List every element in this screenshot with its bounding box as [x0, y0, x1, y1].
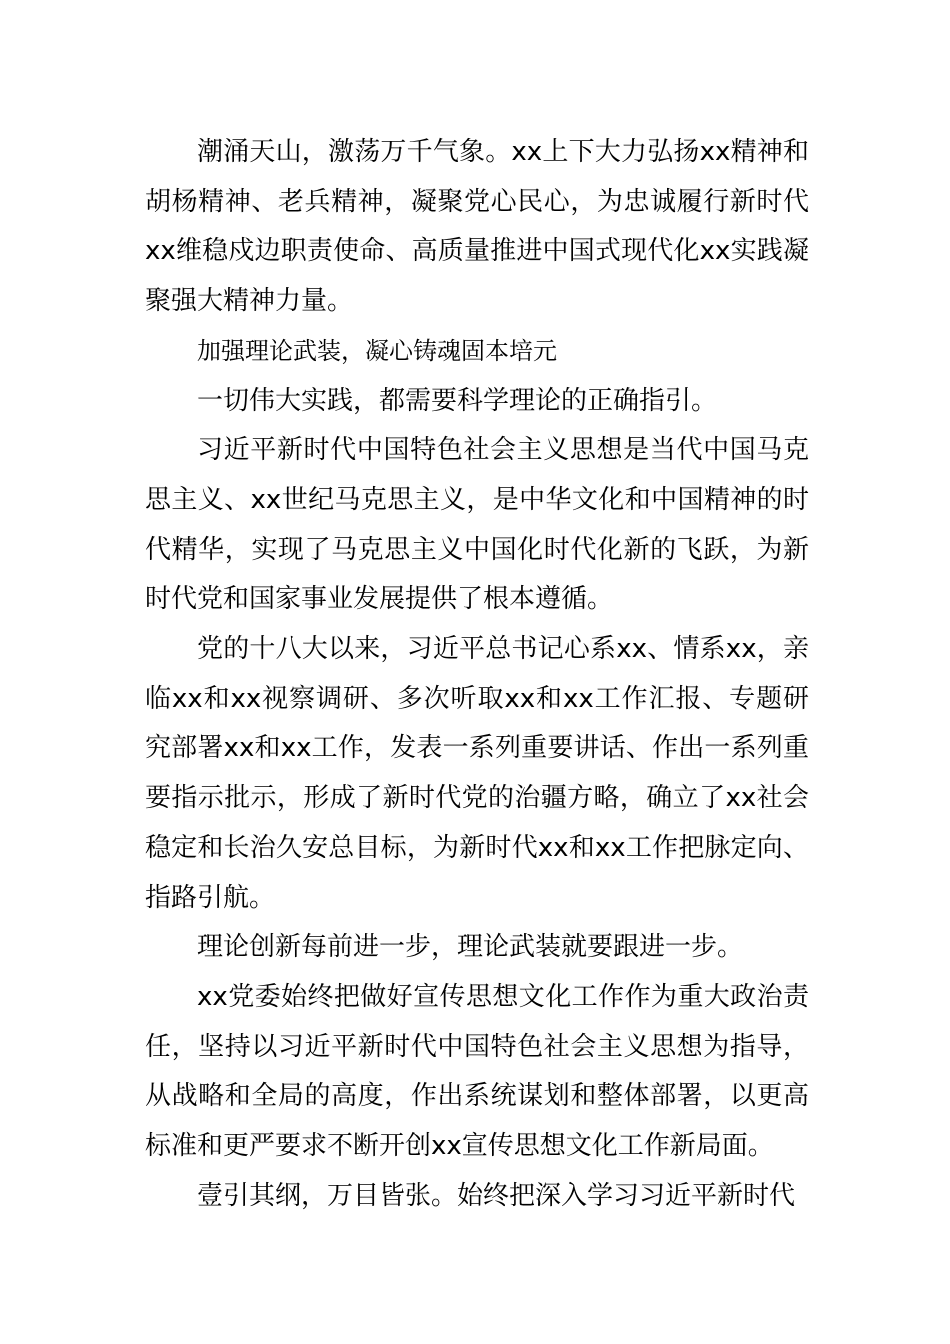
- paragraph-thought: 习近平新时代中国特色社会主义思想是当代中国马克思主义、xx世纪马克思主义，是中华文化和中国精神的时代精华，实现了马克思主义中国化时代化新的飞跃，为新时代党和国家事业发展提供了根本遵循。: [145, 435, 809, 615]
- paragraph-closing: 壹引其纲，万目皆张。始终把深入学习习近平新时代: [197, 1180, 796, 1211]
- section-heading: 加强理论武装，凝心铸魂固本培元: [197, 336, 557, 365]
- paragraph-intro: 潮涌天山，激荡万千气象。xx上下大力弘扬xx精神和胡杨精神、老兵精神，凝聚党心民心，为忠诚履行新时代xx维稳戍边职责使命、高质量推进中国式现代化xx实践凝聚强大精神力量。: [145, 137, 809, 317]
- document-page: [145, 128, 809, 1221]
- paragraph-guidance: 一切伟大实践，都需要科学理论的正确指引。: [197, 385, 718, 416]
- paragraph-theory-innovation: 理论创新每前进一步，理论武装就要跟进一步。: [197, 932, 744, 963]
- paragraph-since-18th-congress: 党的十八大以来，习近平总书记心系xx、情系xx，亲临xx和xx视察调研、多次听取xx和xx工作汇报、专题研究部署xx和xx工作，发表一系列重要讲话、作出一系列重要指示批示，形成了新时代党的治疆方略，确立了xx社会稳定和长治久安总目标，为新时代xx和xx工作把脉定向、指路引航。: [145, 634, 809, 913]
- paragraph-party-committee: xx党委始终把做好宣传思想文化工作作为重大政治责任，坚持以习近平新时代中国特色社会主义思想为指导，从战略和全局的高度，作出系统谋划和整体部署，以更高标准和更严要求不断开创xx宣传思想文化工作新局面。: [145, 981, 809, 1162]
